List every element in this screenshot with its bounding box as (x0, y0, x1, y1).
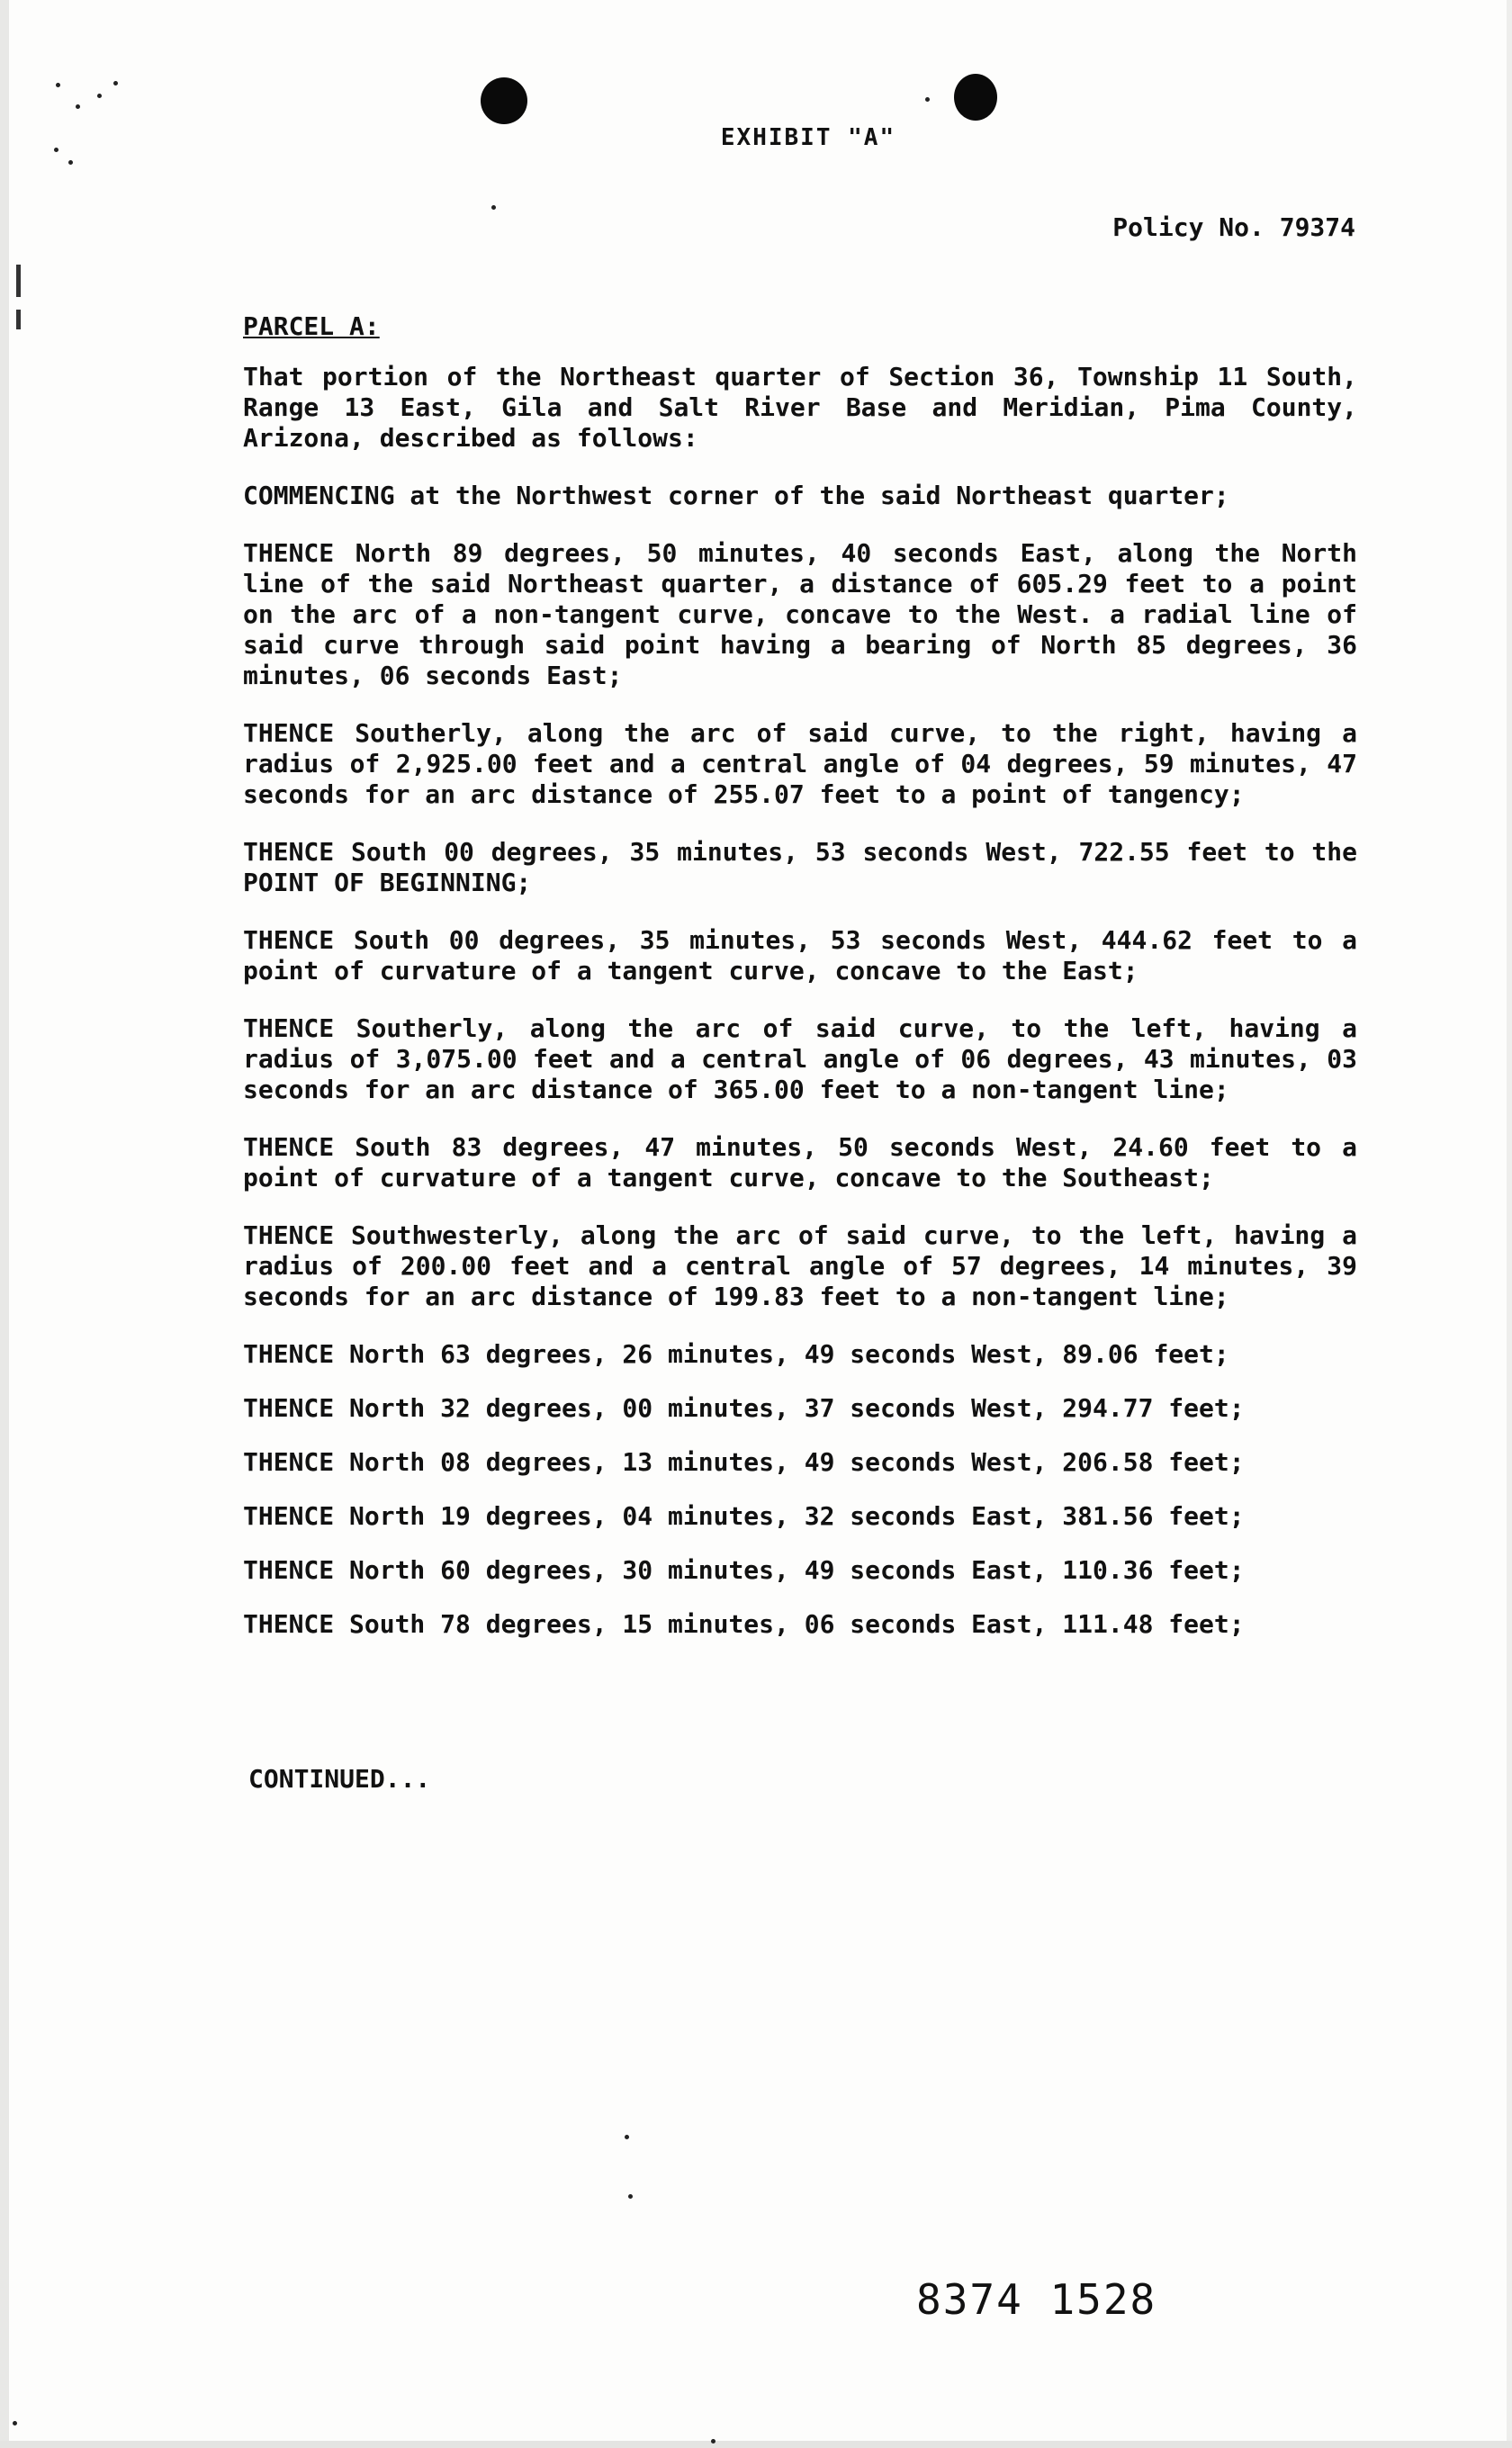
scan-edge-bottom (0, 2441, 1512, 2448)
legal-description (243, 362, 1357, 1663)
exhibit-title: EXHIBIT "A" (720, 124, 896, 151)
scan-speck (68, 160, 73, 165)
description-paragraph: THENCE Southerly, along the arc of said curve, to the left, having a radius of 3,075.00 feet and a central angle of 06 degrees, 43 minutes, 03 seconds for an arc distance of 365.00 feet to a non-tangent line; (243, 1013, 1357, 1104)
margin-mark (16, 265, 21, 297)
description-paragraph: THENCE Southerly, along the arc of said curve, to the right, having a radius of 2,925.00 feet and a central angle of 04 degrees, 59 minutes, 47 seconds for an arc distance of 255.07 feet to a point of tangency; (243, 718, 1357, 809)
description-paragraph: THENCE Southwesterly, along the arc of said curve, to the left, having a radius of 200.00 feet and a central angle of 57 degrees, 14 minutes, 39 seconds for an arc distance of 199.83 feet to a non-tangent line; (243, 1220, 1357, 1311)
scan-edge-left (0, 0, 9, 2448)
scan-speck (13, 2421, 17, 2426)
scan-speck (628, 2194, 633, 2199)
scan-speck (113, 81, 118, 86)
scan-speck (925, 97, 930, 102)
course-line: THENCE North 08 degrees, 13 minutes, 49 seconds West, 206.58 feet; (243, 1447, 1245, 1477)
course-line: THENCE North 60 degrees, 30 minutes, 49 seconds East, 110.36 feet; (243, 1555, 1245, 1585)
course-line: THENCE North 63 degrees, 26 minutes, 49 seconds West, 89.06 feet; (243, 1339, 1229, 1369)
scan-speck (97, 94, 102, 98)
description-paragraph: THENCE South 00 degrees, 35 minutes, 53 seconds West, 722.55 feet to the POINT OF BEGINNING; (243, 837, 1357, 897)
description-paragraph: THENCE North 89 degrees, 50 minutes, 40 seconds East, along the North line of the said Northeast quarter, a distance of 605.29 feet to a point on the arc of a non-tangent curve, concave to the West. a radial line of said curve through said point having a bearing of North 85 degrees, 36 minutes, 06 seconds East; (243, 538, 1357, 690)
course-line: THENCE South 78 degrees, 15 minutes, 06 seconds East, 111.48 feet; (243, 1609, 1245, 1639)
continued-label: CONTINUED... (248, 1764, 431, 1794)
scan-speck (491, 205, 496, 210)
scan-speck (56, 83, 60, 87)
description-paragraph: COMMENCING at the Northwest corner of the said Northeast quarter; (243, 481, 1229, 510)
scan-speck (711, 2439, 716, 2444)
punch-hole-left (481, 77, 527, 124)
recording-stamp: 8374 1528 (916, 2275, 1157, 2324)
course-line: THENCE North 32 degrees, 00 minutes, 37 seconds West, 294.77 feet; (243, 1393, 1245, 1423)
description-paragraph: THENCE South 00 degrees, 35 minutes, 53 seconds West, 444.62 feet to a point of curvature of a tangent curve, concave to the East; (243, 925, 1357, 986)
description-paragraph: That portion of the Northeast quarter of Section 36, Township 11 South, Range 13 East, Gila and Salt River Base and Meridian, Pima County, Arizona, described as follows: (243, 362, 1357, 453)
parcel-heading: PARCEL A: (243, 311, 380, 341)
policy-number: Policy No. 79374 (1112, 212, 1355, 242)
course-line: THENCE North 19 degrees, 04 minutes, 32 seconds East, 381.56 feet; (243, 1501, 1245, 1531)
description-paragraph: THENCE South 83 degrees, 47 minutes, 50 seconds West, 24.60 feet to a point of curvature of a tangent curve, concave to the Southeast; (243, 1132, 1357, 1192)
scan-edge-right (1507, 0, 1512, 2448)
scan-speck (76, 104, 80, 109)
punch-hole-right (954, 74, 997, 121)
margin-mark (16, 310, 21, 329)
scan-speck (625, 2135, 629, 2139)
